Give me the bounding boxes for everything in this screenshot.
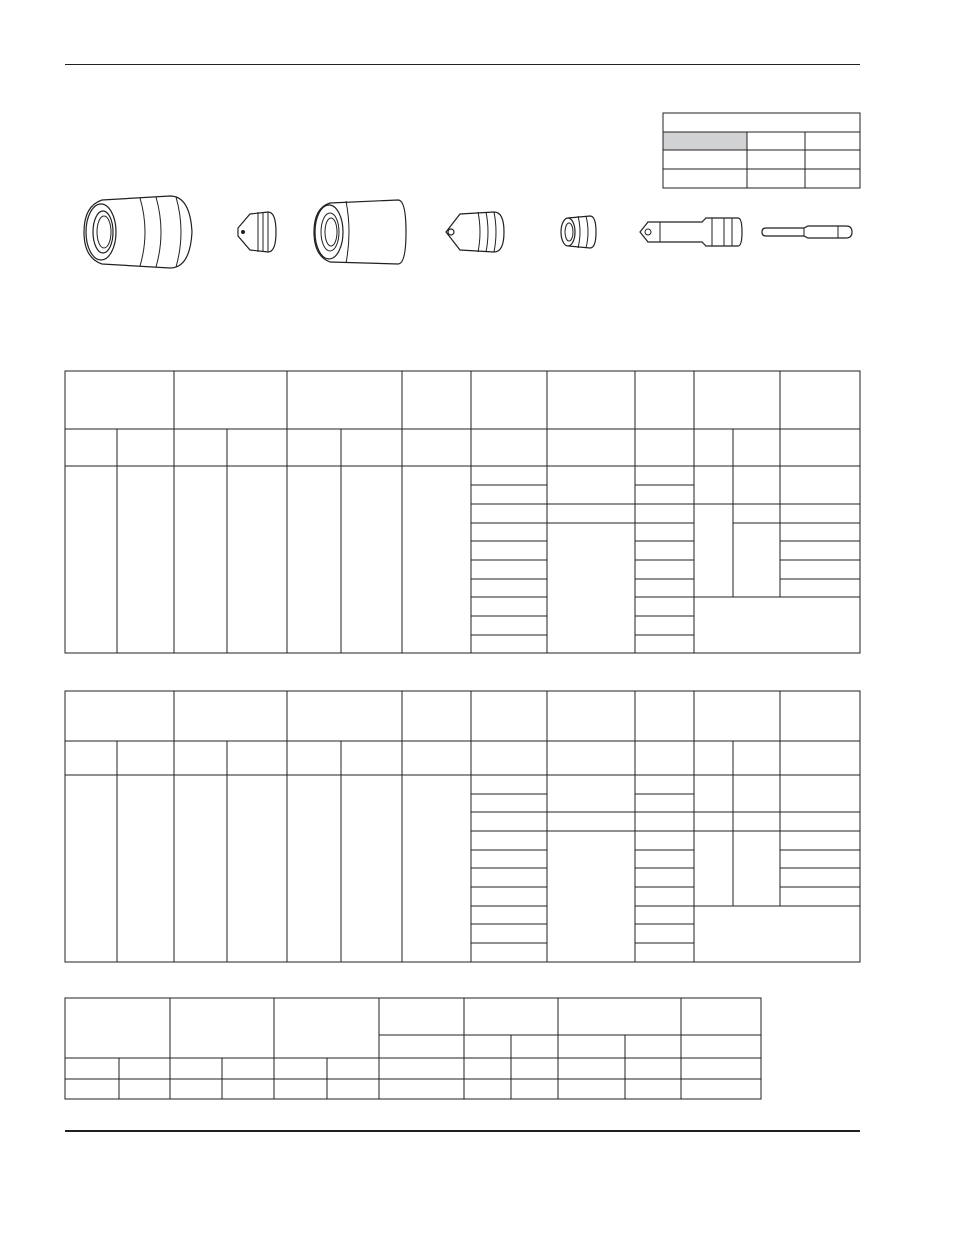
legend-header-shaded-cell: [663, 132, 747, 150]
gas-settings-table: [65, 998, 761, 1099]
water-tube-illustration: [762, 226, 852, 238]
cut-chart-table-1: [65, 371, 860, 653]
shield-cap-illustration: [238, 212, 276, 252]
electrode-illustration: [640, 218, 742, 246]
swirl-ring-illustration: [561, 216, 596, 248]
nozzle-illustration: [446, 212, 504, 252]
shield-illustration: [84, 196, 192, 268]
retaining-cap-illustration: [314, 200, 406, 264]
legend-table: [663, 113, 860, 188]
cut-chart-table-2: [65, 691, 860, 962]
